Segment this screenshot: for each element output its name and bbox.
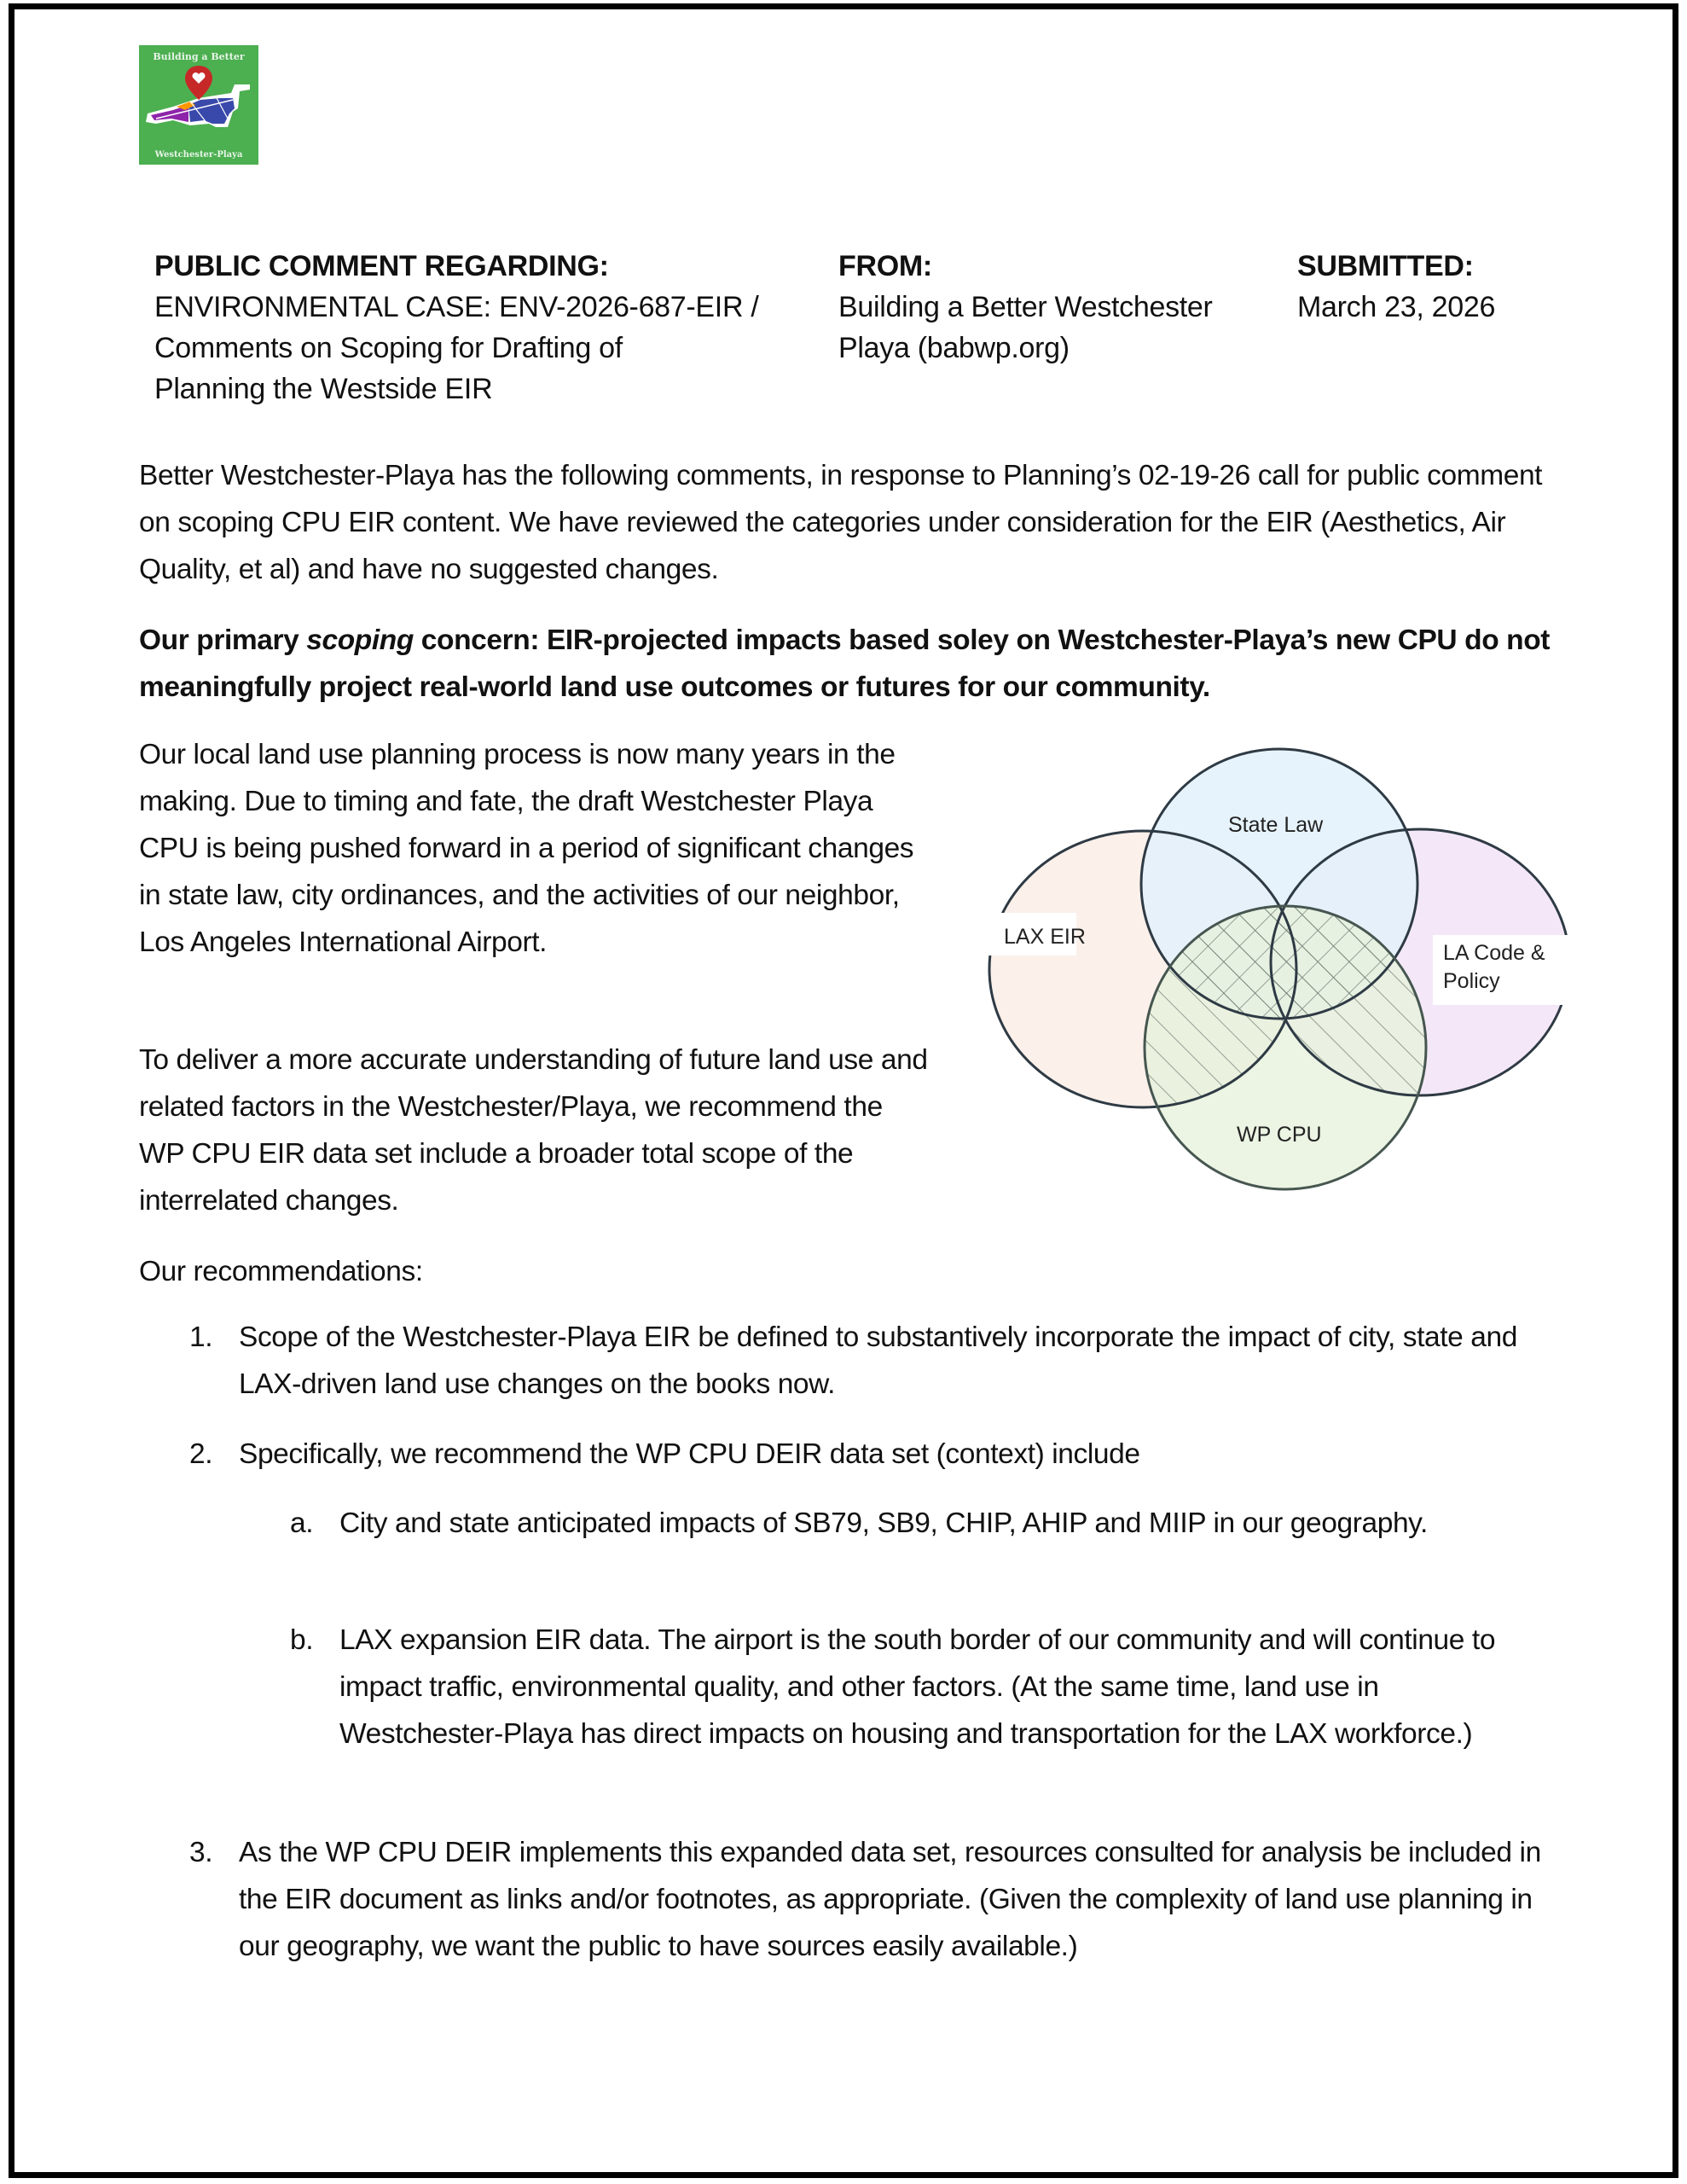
list-text: Specifically, we recommend the WP CPU DEIR data set (context) include: [239, 1438, 1140, 1470]
recommendation-item: [189, 1431, 1537, 1478]
list-text: City and state anticipated impacts of SB79, SB9, CHIP, AHIP and MIIP in our geography.: [339, 1507, 1428, 1539]
regarding-line: Comments on Scoping for Drafting of: [154, 332, 623, 364]
venn-label-la-code-line2: Policy: [1443, 969, 1500, 993]
context-paragraph: Our local land use planning process is now many years in the making. Due to timing and fate, the draft Westchester Playa CPU is being pushed forward in a period of significant changes in state law, city ordinances, and the activities of our neighbor, Los Angeles International Airport.: [139, 739, 914, 958]
regarding-line: ENVIRONMENTAL CASE: ENV-2026-687-EIR /: [154, 291, 759, 323]
venn-label-lax-eir: LAX EIR: [1004, 925, 1086, 949]
list-letter: a.: [290, 1507, 314, 1539]
regarding-line: Planning the Westside EIR: [154, 373, 493, 405]
recommendation-subitem: [290, 1500, 1501, 1547]
list-number: 3.: [189, 1837, 213, 1868]
venn-label-state-law: State Law: [1228, 813, 1324, 837]
recommendation-item: [189, 1314, 1537, 1408]
venn-label-wp-cpu: WP CPU: [1237, 1123, 1322, 1147]
from-line: Building a Better Westchester: [838, 291, 1213, 323]
concern-emphasis: scoping: [306, 624, 414, 656]
submitted-date: March 23, 2026: [1297, 291, 1496, 323]
header-from: [838, 246, 1282, 369]
from-label: FROM:: [838, 250, 932, 282]
recommendations-heading: Our recommendations:: [139, 1256, 423, 1287]
recommendation-subitem: [290, 1617, 1518, 1757]
svg-text:Building a Better: Building a Better: [153, 51, 245, 62]
recommendation-item: [189, 1829, 1554, 1970]
header-submitted: [1297, 246, 1587, 328]
list-text: As the WP CPU DEIR implements this expanded data set, resources consulted for analysis be included in the EIR document as links and/or footnotes, as appropriate. (Given the complexity of land use planning in our geography, we want the public to have sources easily available.): [239, 1837, 1541, 1962]
list-number: 2.: [189, 1438, 213, 1470]
concern-suffix: concern: EIR-projected impacts based soley on Westchester-Playa’s new CPU do not meaningfully project real-world land use outcomes or futures for our community.: [139, 624, 1551, 703]
from-line: Playa (babwp.org): [838, 332, 1070, 364]
deliver-paragraph: To deliver a more accurate understanding of future land use and related factors in the Westchester/Playa, we recommend the WP CPU EIR data set include a broader total scope of the interrelated changes.: [139, 1044, 928, 1217]
list-number: 1.: [189, 1321, 213, 1353]
svg-text:Westchester-Playa: Westchester-Playa: [154, 150, 243, 160]
header-regarding: [154, 246, 828, 410]
list-text: LAX expansion EIR data. The airport is the south border of our community and will continue to impact traffic, environmental quality, and other factors. (At the same time, land use in Westchester-Playa has direct impacts on housing and transportation for the LAX workforce.): [339, 1624, 1496, 1750]
primary-concern-paragraph: [139, 617, 1563, 711]
list-letter: b.: [290, 1624, 314, 1656]
logo-map-icon: [139, 45, 258, 165]
venn-label-la-code: LA Code &: [1443, 941, 1545, 965]
list-text: Scope of the Westchester-Playa EIR be defined to substantively incorporate the impact of city, state and LAX-driven land use changes on the books now.: [239, 1321, 1517, 1400]
regarding-label: PUBLIC COMMENT REGARDING:: [154, 250, 609, 282]
venn-diagram: [972, 742, 1586, 1203]
organization-logo: [139, 45, 258, 165]
submitted-label: SUBMITTED:: [1297, 250, 1474, 282]
concern-prefix: Our primary: [139, 624, 307, 656]
intro-paragraph: Better Westchester-Playa has the following comments, in response to Planning’s 02-19-26 call for public comment on scoping CPU EIR content. We have reviewed the categories under consideration for the EIR (Aesthetics, Air Quality, et al) and have no suggested changes.: [139, 460, 1543, 585]
